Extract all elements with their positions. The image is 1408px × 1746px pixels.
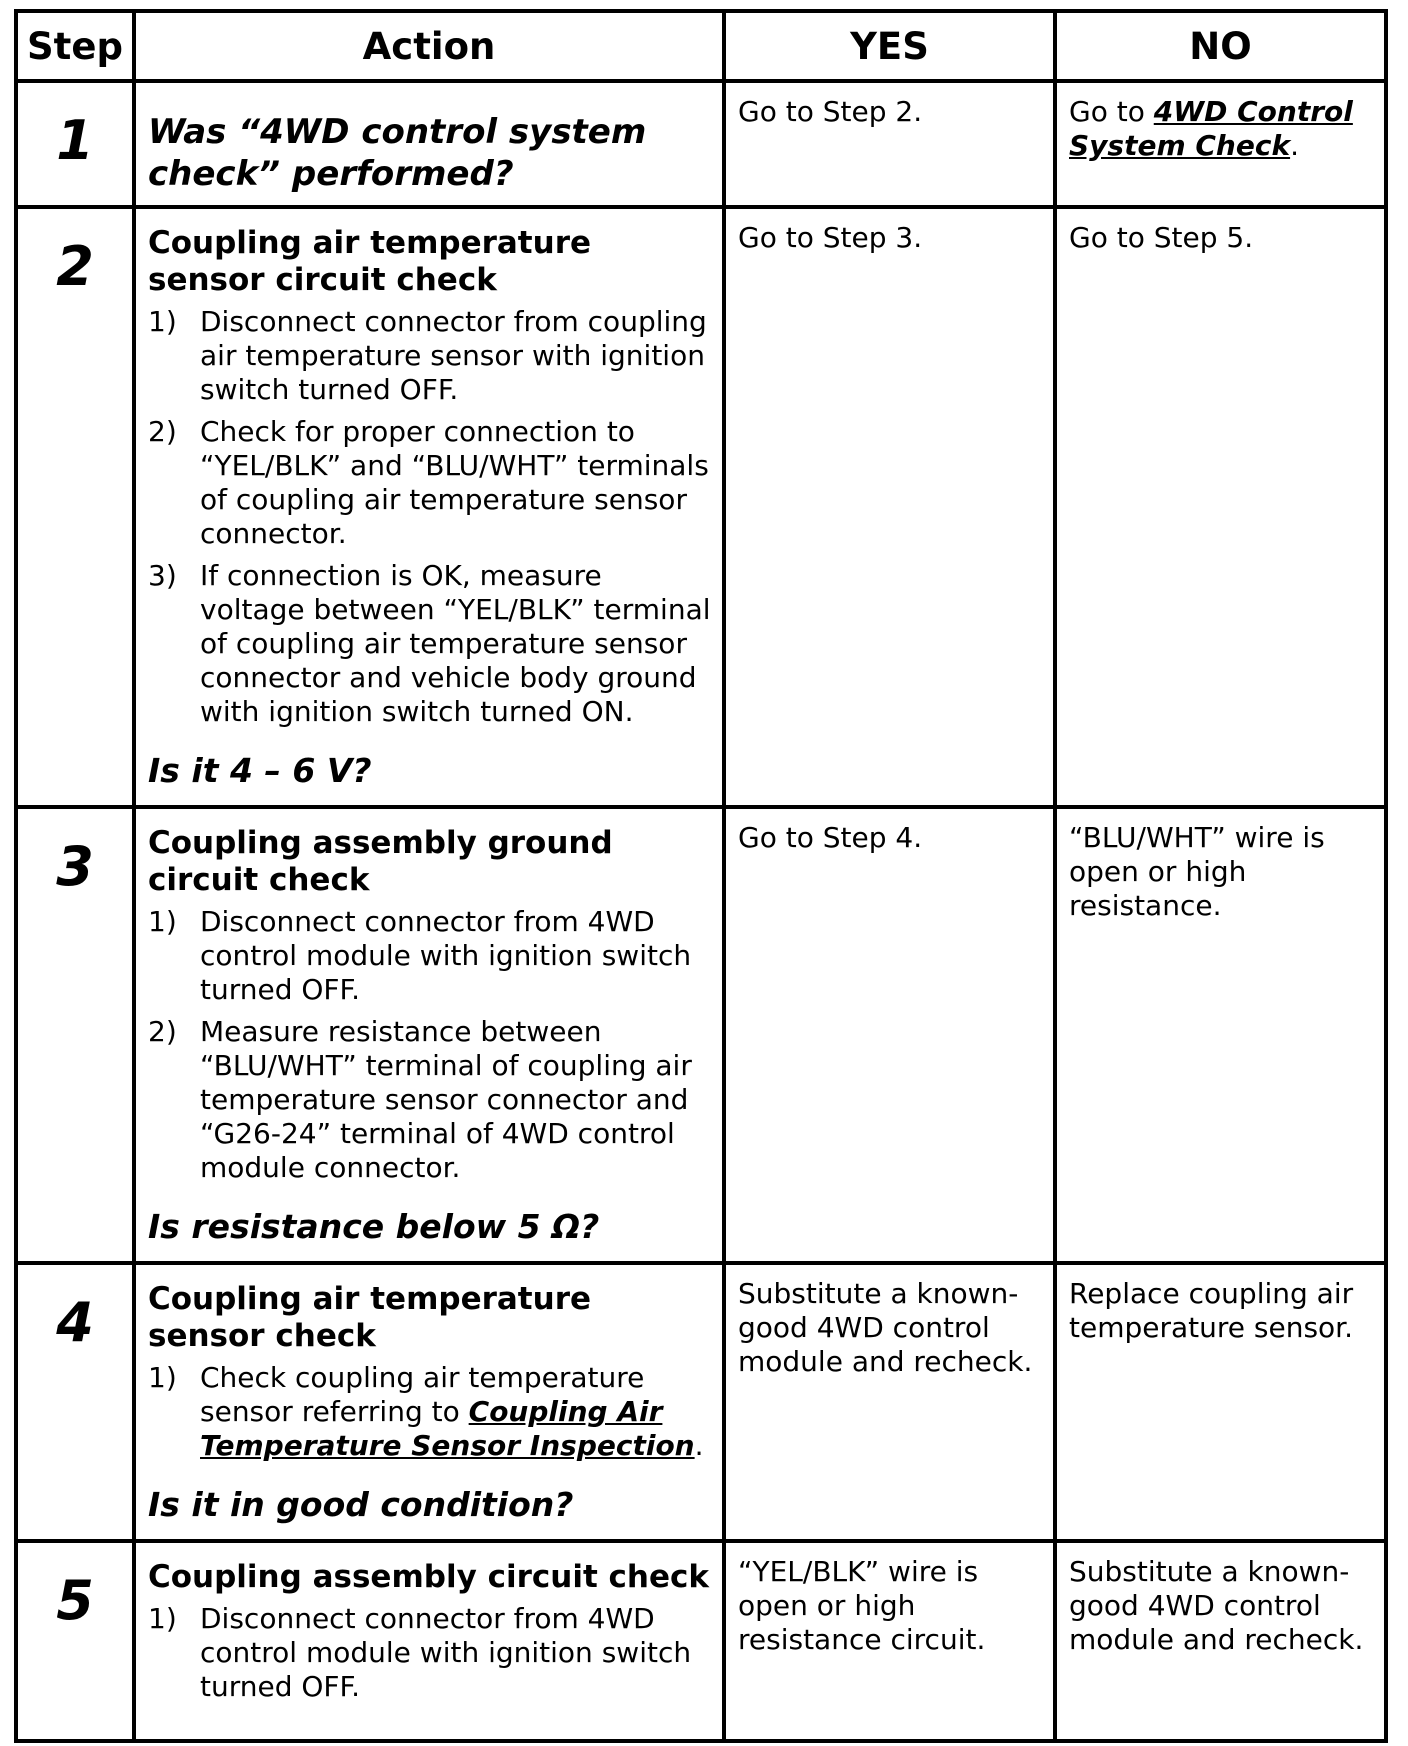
- yes-cell: [724, 1541, 1055, 1741]
- diagnostic-table: [14, 9, 1388, 1743]
- list-item: 3) If connection is OK, measure voltage between “YEL/BLK” terminal of coupling air temperature sensor connector and vehicle body ground with ignition switch turned ON.: [148, 559, 711, 728]
- step-number: 1: [56, 109, 94, 172]
- step-question: Is it in good condition?: [148, 1485, 574, 1524]
- yes-cell: [724, 1263, 1055, 1541]
- table-row: [16, 207, 1386, 807]
- step-cell: [16, 1541, 134, 1741]
- action-cell: [134, 1541, 724, 1741]
- no-result-suffix: .: [1290, 129, 1299, 162]
- list-item: 1) Check coupling air temperature sensor referring to Coupling Air Temperature Sensor Inspection.: [148, 1361, 704, 1462]
- step-cell: [16, 807, 134, 1263]
- step-title: Coupling air temperature sensor circuit check: [148, 225, 592, 298]
- yes-cell: [724, 81, 1055, 207]
- table-row: [16, 81, 1386, 207]
- no-cell: [1055, 207, 1386, 807]
- step-question: Was “4WD control system check” performed?: [148, 112, 647, 194]
- procedure-list: [148, 305, 712, 729]
- table-row: [16, 807, 1386, 1263]
- no-result: Replace coupling air temperature sensor.: [1069, 1277, 1354, 1344]
- no-cell: [1055, 807, 1386, 1263]
- no-cell: [1055, 1541, 1386, 1741]
- no-result: [1057, 83, 1384, 171]
- step-cell: [16, 81, 134, 207]
- yes-result: Go to Step 2.: [738, 95, 923, 128]
- yes-result: “YEL/BLK” wire is open or high resistance circuit.: [738, 1555, 986, 1656]
- procedure-list: [148, 905, 712, 1185]
- list-item: 1) Disconnect connector from 4WD control module with ignition switch turned OFF.: [148, 1602, 692, 1703]
- step-title: Coupling assembly circuit check: [148, 1559, 710, 1595]
- list-item: 1) Disconnect connector from coupling air temperature sensor with ignition switch turned OFF.: [148, 305, 707, 406]
- step-number: 4: [56, 1291, 94, 1354]
- step-number: 2: [56, 235, 94, 298]
- step-number: 3: [56, 835, 94, 898]
- action-cell: [134, 81, 724, 207]
- yes-result: Go to Step 4.: [738, 821, 923, 854]
- yes-result: Go to Step 3.: [738, 221, 923, 254]
- no-result: “BLU/WHT” wire is open or high resistance.: [1069, 821, 1325, 922]
- header-step: Step: [16, 11, 134, 81]
- step-title: Coupling assembly ground circuit check: [148, 825, 613, 898]
- no-result: Go to Step 5.: [1069, 221, 1254, 254]
- no-cell: [1055, 1263, 1386, 1541]
- yes-cell: [724, 207, 1055, 807]
- header-yes: YES: [724, 11, 1055, 81]
- header-action: Action: [134, 11, 724, 81]
- 4wd-control-system-check-link[interactable]: 4WD Control System Check: [1069, 95, 1353, 162]
- step-question: Is resistance below 5 Ω?: [148, 1207, 600, 1246]
- table-row: [16, 1541, 1386, 1741]
- action-cell: [134, 207, 724, 807]
- list-item: 2) Measure resistance between “BLU/WHT” terminal of coupling air temperature sensor connector and “G26-24” terminal of 4WD control module connector.: [148, 1015, 692, 1184]
- yes-result: Substitute a known-good 4WD control module and recheck.: [738, 1277, 1033, 1378]
- list-item: 2) Check for proper connection to “YEL/BLK” and “BLU/WHT” terminals of coupling air temperature sensor connector.: [148, 415, 709, 550]
- step-cell: [16, 207, 134, 807]
- header-row: [16, 11, 1386, 81]
- table-row: [16, 1263, 1386, 1541]
- step-title: Coupling air temperature sensor check: [148, 1281, 592, 1354]
- coupling-air-temperature-sensor-inspection-link[interactable]: Coupling Air Temperature Sensor Inspection: [200, 1395, 695, 1462]
- step-cell: [16, 1263, 134, 1541]
- no-result: Substitute a known-good 4WD control module and recheck.: [1069, 1555, 1364, 1656]
- action-cell: [134, 1263, 724, 1541]
- header-no: NO: [1055, 11, 1386, 81]
- action-cell: [134, 807, 724, 1263]
- procedure-list: [148, 1361, 712, 1463]
- no-result-prefix: Go to: [1069, 95, 1154, 128]
- step-question: Is it 4 – 6 V?: [148, 751, 372, 790]
- list-item: 1) Disconnect connector from 4WD control module with ignition switch turned OFF.: [148, 905, 692, 1006]
- step-number: 5: [56, 1569, 94, 1632]
- procedure-list: [148, 1602, 712, 1704]
- no-cell: [1055, 81, 1386, 207]
- yes-cell: [724, 807, 1055, 1263]
